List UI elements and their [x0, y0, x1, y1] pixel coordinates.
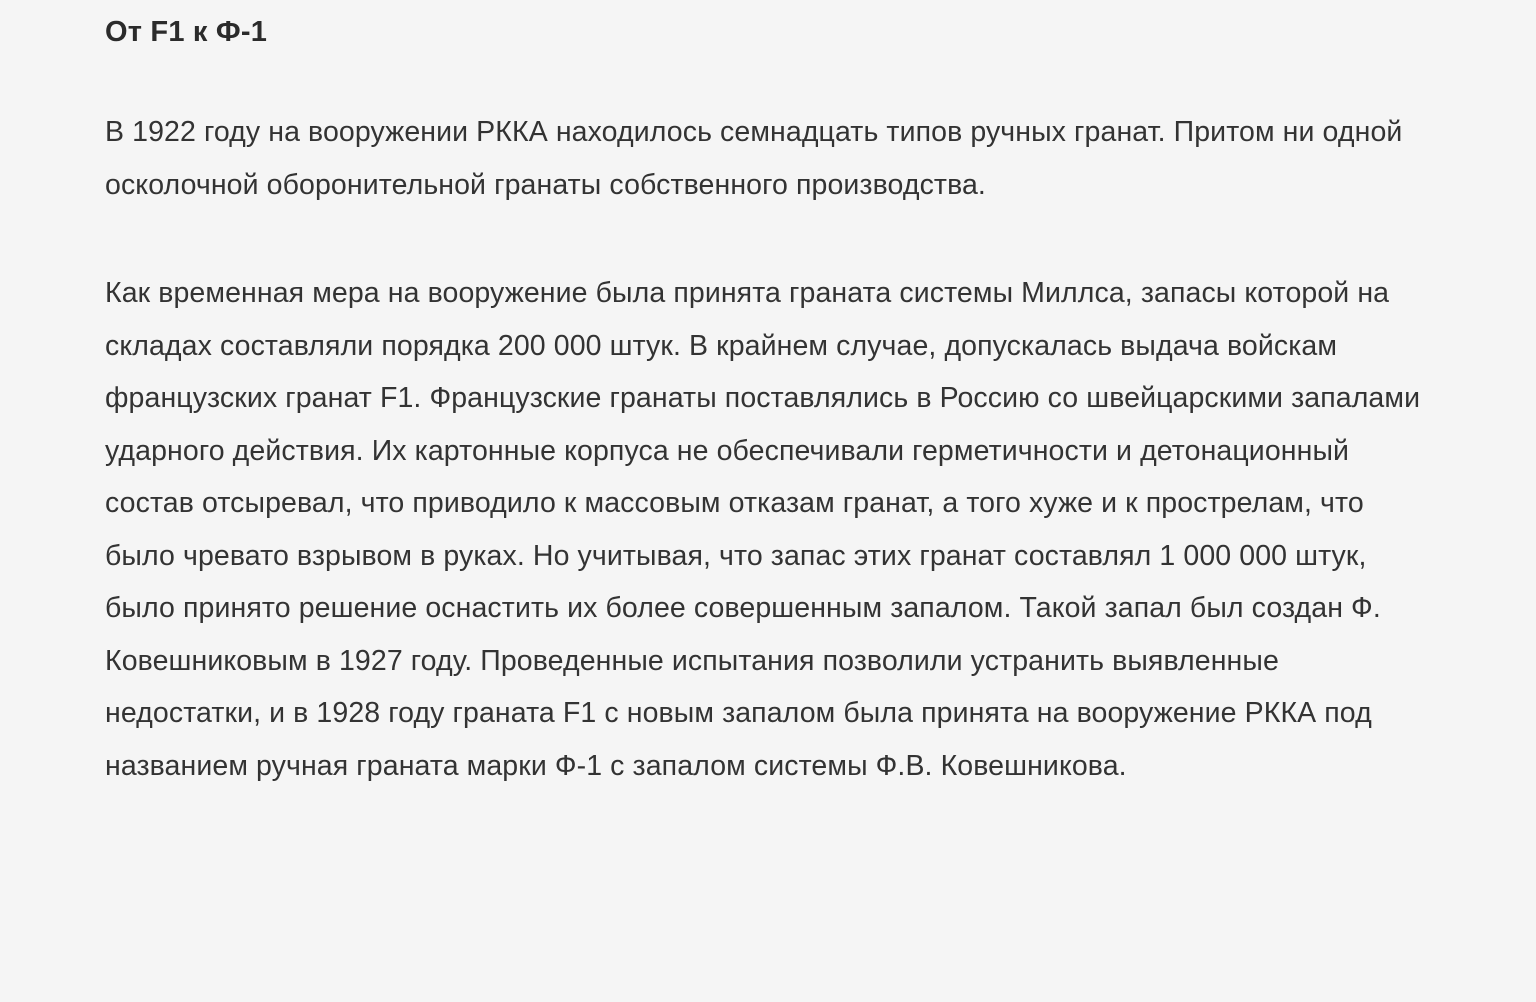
article-paragraph-1: В 1922 году на вооружении РККА находилось семнадцать типов ручных гранат. Притом ни одной осколочной оборонительной гранаты собственного производства. — [105, 116, 1403, 201]
article-heading: От F1 к Ф-1 — [105, 16, 268, 48]
article-paragraph-2: Как временная мера на вооружение была принята граната системы Миллса, запасы которой на складах составляли порядка 200 000 штук. В крайнем случае, допускалась выдача войскам французских гранат F1. Французские гранаты поставлялись в Россию со швейцарскими запалами ударного действия. Их картонные корпуса не обеспечивали герметичности и детонационный состав отсыревал, что приводило к массовым отказам гранат, а того хуже и к прострелам, что было чревато взрывом в руках. Но учитывая, что запас этих гранат составлял 1 000 000 штук, было принято решение оснастить их более совершенным запалом. Такой запал был создан Ф. Ковешниковым в 1927 году. Проведенные испытания позволили устранить выявленные недостатки, и в 1928 году граната F1 с новым запалом была принята на вооружение РККА под названием ручная граната марки Ф-1 с запалом системы Ф.В. Ковешникова. — [105, 277, 1421, 782]
